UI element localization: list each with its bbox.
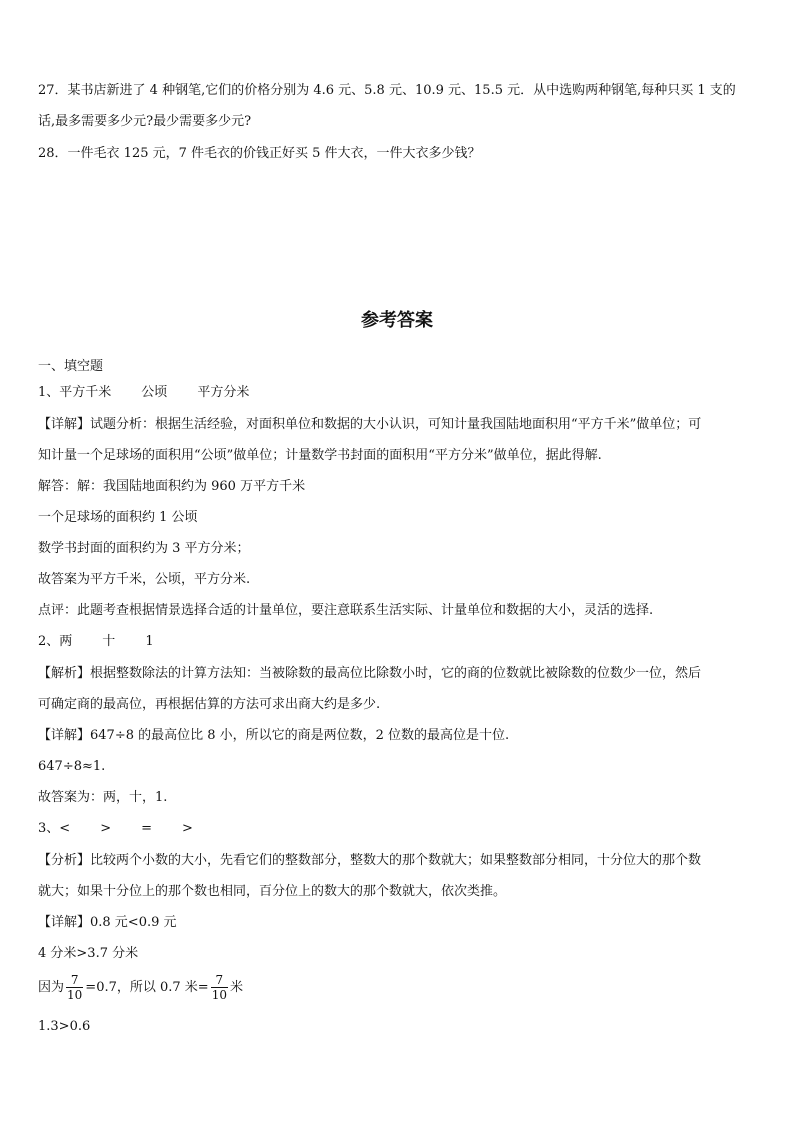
answers-title: 参考答案 — [361, 310, 433, 331]
answer-3-item: < — [59, 821, 71, 836]
question-27-line-1: 27．某书店新进了 4 种钢笔,它们的价格分别为 4.6 元、5.8 元、10.9 元、15.5 元．从中选购两种钢笔,每种只买 1 支的 — [38, 83, 736, 98]
answer-3-item: > — [182, 821, 193, 836]
question-27-line-2: 话,最多需要多少元?最少需要多少元? — [38, 114, 252, 129]
answer-2-answer: 故答案为：两，十，1. — [38, 790, 168, 805]
fraction-7-10 — [66, 973, 83, 1002]
answer-1-solution-4: 故答案为平方千米，公顷，平方分米. — [38, 572, 251, 587]
fraction-7-10-second — [211, 973, 228, 1002]
answer-2-calc: 647÷8≈1. — [38, 759, 106, 774]
answer-3-number: 3、 — [38, 821, 60, 836]
answer-1-item: 公顷 — [141, 385, 168, 400]
answer-3-line-4: 1.3>0.6 — [38, 1019, 91, 1034]
answer-1-solution-3: 数学书封面的面积约为 3 平方分米； — [38, 541, 250, 556]
answer-3-analysis-line-2: 就大；如果十分位上的那个数也相同，百分位上的数大的那个数就大，依次类推。 — [38, 884, 507, 899]
answer-1-item: 平方分米 — [197, 385, 250, 400]
section-heading: 一、填空题 — [38, 359, 104, 374]
answer-1-comment: 点评：此题考查根据情景选择合适的计量单位，要注意联系生活实际、计量单位和数据的大小，灵活的选择. — [38, 603, 654, 618]
fraction-line-suffix: 米 — [229, 980, 243, 995]
question-28: 28．一件毛衣 125 元，7 件毛衣的价钱正好买 5 件大衣，一件大衣多少钱？ — [38, 146, 481, 161]
fraction-numerator: 7 — [66, 973, 83, 988]
answer-1 — [38, 384, 754, 402]
answer-2-analysis-line-1: 【解析】根据整数除法的计算方法知：当被除数的最高位比除数小时，它的商的位数就比被除数的位数少一位，然后 — [38, 666, 702, 681]
answer-3-analysis-line-1: 【分析】比较两个小数的大小，先看它们的整数部分，整数大的那个数就大；如果整数部分相同，十分位大的那个数 — [38, 853, 702, 868]
answer-3-item: > — [100, 821, 112, 836]
answer-1-detail-line-1: 【详解】试题分析：根据生活经验，对面积单位和数据的大小认识，可知计量我国陆地面积用“平方千米”做单位；可 — [38, 417, 702, 432]
answer-1-number: 1、 — [38, 385, 60, 400]
answer-2-number: 2、 — [38, 634, 60, 649]
fraction-line-prefix: 因为 — [38, 980, 65, 995]
answer-3 — [38, 820, 754, 838]
answer-2-item: 两 — [59, 634, 73, 649]
answer-3-item: = — [141, 821, 152, 836]
answer-2 — [38, 633, 754, 651]
answer-1-solution-2: 一个足球场的面积约 1 公顷 — [38, 510, 198, 525]
fraction-numerator: 7 — [211, 973, 228, 988]
fraction-line-middle: =0.7，所以 0.7 米= — [85, 980, 209, 995]
answer-1-item: 平方千米 — [59, 385, 112, 400]
fraction-denominator: 10 — [67, 988, 83, 1002]
fraction-denominator: 10 — [211, 988, 227, 1002]
answer-3-line-2: 4 分米>3.7 分米 — [38, 946, 139, 961]
answer-2-detail: 【详解】647÷8 的最高位比 8 小，所以它的商是两位数，2 位数的最高位是十位. — [38, 728, 510, 743]
answer-3-detail: 【详解】0.8 元<0.9 元 — [38, 915, 177, 930]
answer-2-analysis-line-2: 可确定商的最高位，再根据估算的方法可求出商大约是多少. — [38, 697, 381, 712]
answer-3-fraction-line — [38, 972, 754, 1004]
answer-1-solution-1: 解答：解：我国陆地面积约为 960 万平方千米 — [38, 479, 306, 494]
answer-2-item: 1 — [145, 634, 154, 649]
answer-1-detail-line-2: 知计量一个足球场的面积用“公顷”做单位；计量数学书封面的面积用“平方分米”做单位，据此得解. — [38, 448, 602, 463]
answer-2-item: 十 — [102, 634, 116, 649]
